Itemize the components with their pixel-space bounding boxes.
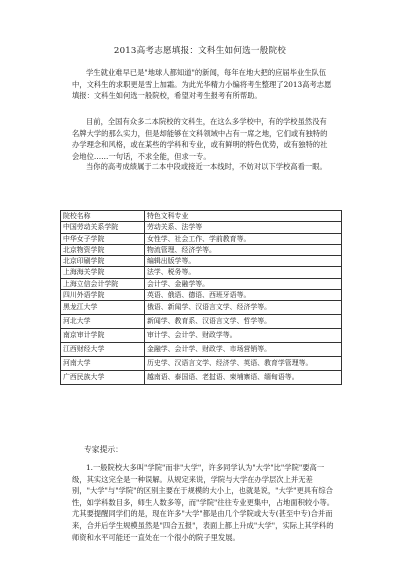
tips-heading: 专家提示：: [84, 445, 123, 454]
school-cell: 上海立信会计学院: [61, 278, 145, 289]
school-cell: 江西财经大学: [61, 343, 145, 357]
table-row: [61, 290, 342, 301]
table-row: [61, 315, 342, 329]
header-major: 特色文科专业: [145, 211, 342, 222]
school-cell: 广西民族大学: [61, 371, 145, 385]
table-row: [61, 301, 342, 315]
advice-paragraph: 当你的高考成绩属于二本中段或接近一本线时，不妨对以下学校高看一眼。: [86, 162, 327, 171]
school-cell: 河南大学: [61, 357, 145, 371]
table-row: [61, 256, 342, 267]
major-cell: 俄语、新闻学、汉语言文学、经济学等。: [145, 301, 342, 315]
school-cell: 北京印刷学院: [61, 256, 145, 267]
doc-title: 2013高考志愿填报：文科生如何选一般院校: [113, 46, 287, 56]
school-cell: 四川外语学院: [61, 290, 145, 301]
table-row: [61, 222, 342, 233]
table-row: [61, 343, 342, 357]
major-cell: 历史学、汉语言文学、经济学、英语、教育学管理等。: [145, 357, 342, 371]
major-cell: 编辑出版学等。: [145, 256, 342, 267]
table-row: [61, 233, 342, 244]
major-cell: 审计学、会计学、财政学等。: [145, 329, 342, 343]
table-row: [61, 244, 342, 255]
major-cell: 物流管理、经济学等。: [145, 244, 342, 255]
major-cell: 法学、税务等。: [145, 267, 342, 278]
table-row: [61, 329, 342, 343]
school-cell: 北京物资学院: [61, 244, 145, 255]
major-cell: 英语、俄语、德语、西班牙语等。: [145, 290, 342, 301]
major-cell: 会计学、金融学等。: [145, 278, 342, 289]
schools-table: [60, 210, 342, 385]
school-cell: 南京审计学院: [61, 329, 145, 343]
table-row: [61, 371, 342, 385]
header-school: 院校名称: [61, 211, 145, 222]
table-row: [61, 278, 342, 289]
major-cell: 越南语、泰国语、老挝语、柬埔寨语、缅甸语等。: [145, 371, 342, 385]
school-cell: 中国劳动关系学院: [61, 222, 145, 233]
intro-paragraph: 学生就业难早已是"地球人都知道"的新闻，每年在地大把的应届毕业生队伍中，文科生的求职更是雪上加霜。为此光华精力小编将考生整理了2013高考志愿填报：文科生如何选一般院校，希望对考生报考有所帮助。: [72, 68, 332, 101]
context-paragraph: 目前，全国有众多二本院校的文科生，在这么多学校中，有的学校虽然没有名牌大学的那么实力，但是却能够在文科领域中占有一席之地，它们或有独特的办学理念和风格，或在某些的学科和专业，或有鲜明的特色优势，或有独特的社会地位……一句话，不求全能，但求一专。: [72, 117, 328, 161]
school-cell: 上海海关学院: [61, 267, 145, 278]
major-cell: 劳动关系、法学等: [145, 222, 342, 233]
table-header-row: [61, 211, 342, 222]
school-cell: 中华女子学院: [61, 233, 145, 244]
major-cell: 新闻学、教育系、汉语言文学、哲学等。: [145, 315, 342, 329]
major-cell: 金融学、会计学、财政学、市场营销等。: [145, 343, 342, 357]
tips-paragraph: 1.一般院校大多叫"学院"而非"大学"，许多同学认为"大学"比"学院"要高一级，其实这完全是一种误解。从规定来说，学院与大学在办学层次上并无差别，"大学"与"学院"的区别主要在于规模的大小上，也就是说，"大学"更具有综合性，如学科数目多，师生人数多等，而"学院"往往专业更集中，占地面积较小等。尤其要提醒同学们的是，现在许多"大学"都是由几个学院或大专(甚至中专)合并而来，合并后学生规模虽然是"四合五报"，表面上都上升成"大学"，实际上其学科的师资和水平可能还一直处在一个很小的院子里发展。: [72, 463, 335, 542]
school-cell: 河北大学: [61, 315, 145, 329]
table-row: [61, 357, 342, 371]
major-cell: 女性学、社会工作、学前教育等。: [145, 233, 342, 244]
school-cell: 黑龙江大学: [61, 301, 145, 315]
table-row: [61, 267, 342, 278]
